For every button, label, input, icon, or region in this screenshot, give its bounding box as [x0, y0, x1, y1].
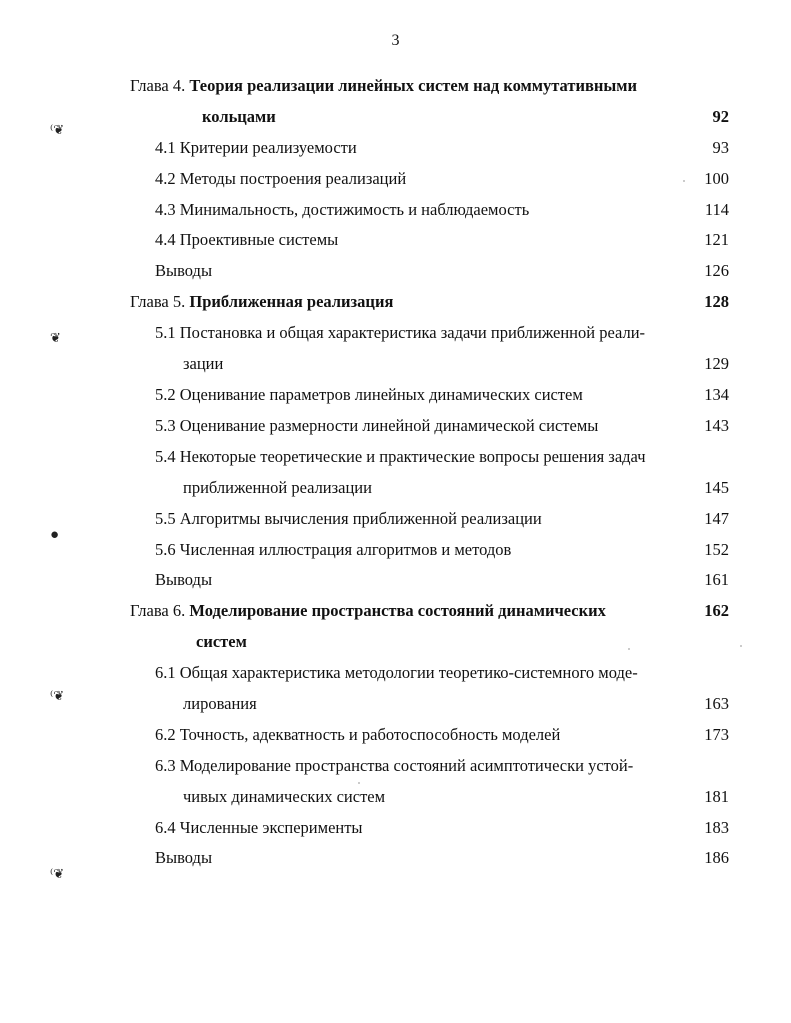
toc-chapter-5: [0, 290, 791, 314]
page-ref: 121: [704, 230, 729, 249]
toc-section-5-6: [0, 538, 791, 562]
binding-hole-mark: ⁽❦: [50, 866, 65, 881]
toc-section-6-1-cont: [0, 692, 791, 716]
toc-chapter-6: [0, 599, 791, 623]
section-title: 5.4 Некоторые теоретические и практические вопросы решения задач: [155, 447, 646, 466]
section-title: 6.1 Общая характеристика методологии теоретико-системного моде-: [155, 663, 638, 682]
toc-section-4-4: [0, 228, 791, 252]
section-title: 6.4 Численные эксперименты: [155, 818, 363, 837]
chapter-prefix: Глава 5.: [130, 292, 190, 311]
page-ref: 93: [712, 138, 729, 157]
toc-chapter-4-cont: [0, 105, 791, 129]
chapter-title: Моделирование пространства состояний динамических: [189, 601, 606, 620]
chapter-prefix: Глава 4.: [130, 76, 190, 95]
page-ref: 126: [704, 261, 729, 280]
section-title: 4.4 Проективные системы: [155, 230, 339, 249]
chapter-prefix: Глава 6.: [130, 601, 190, 620]
toc-section-5-1: [0, 321, 791, 345]
toc-section-4-2: [0, 167, 791, 191]
page-ref: 161: [704, 570, 729, 589]
section-title: Выводы: [155, 570, 213, 589]
page-ref: 162: [704, 601, 729, 620]
toc-section-6-2: [0, 723, 791, 747]
chapter-title-cont: систем: [196, 632, 247, 651]
page-ref: 129: [704, 354, 729, 373]
section-title: 5.5 Алгоритмы вычисления приближенной реализации: [155, 509, 542, 528]
section-title: 6.2 Точность, адекватность и работоспособность моделей: [155, 725, 561, 744]
toc-section-6-3-cont: [0, 785, 791, 809]
binding-hole-mark: ●: [50, 527, 60, 543]
section-title-cont: чивых динамических систем: [183, 787, 386, 806]
section-title: 5.6 Численная иллюстрация алгоритмов и методов: [155, 540, 512, 559]
toc-section-5-2: [0, 383, 791, 407]
toc-section-5-5: [0, 507, 791, 531]
toc-chapter-4: [0, 74, 791, 98]
section-title: 4.1 Критерии реализуемости: [155, 138, 357, 157]
scan-speck: [683, 180, 685, 182]
page-ref: 92: [712, 107, 729, 126]
page-ref: 181: [704, 787, 729, 806]
toc-section-5-3: [0, 414, 791, 438]
section-title-cont: приближенной реализации: [183, 478, 372, 497]
binding-hole-mark: ⁽❦: [50, 122, 65, 137]
chapter-title-cont: кольцами: [202, 107, 276, 126]
scan-speck: [358, 782, 360, 784]
section-title: 5.2 Оценивание параметров линейных динамических систем: [155, 385, 583, 404]
binding-hole-mark: ❦: [50, 330, 61, 345]
page-ref: 173: [704, 725, 729, 744]
page-ref: 114: [704, 200, 729, 219]
toc-chapter-4-conclusions: [0, 259, 791, 283]
binding-hole-mark: ⁽❦: [50, 688, 65, 703]
scan-speck: [740, 645, 742, 647]
scan-speck: [628, 648, 630, 650]
page-ref: 152: [704, 540, 729, 559]
page-ref: 100: [704, 169, 729, 188]
section-title: 5.3 Оценивание размерности линейной динамической системы: [155, 416, 599, 435]
toc-section-6-4: [0, 816, 791, 840]
section-title: 4.2 Методы построения реализаций: [155, 169, 407, 188]
page-ref: 145: [704, 478, 729, 497]
section-title: Выводы: [155, 848, 213, 867]
toc-chapter-6-conclusions: [0, 846, 791, 870]
page-number: 3: [391, 32, 400, 49]
page-ref: 147: [704, 509, 729, 528]
page-ref: 163: [704, 694, 729, 713]
section-title: Выводы: [155, 261, 213, 280]
toc-section-6-1: [0, 661, 791, 685]
page-ref: 183: [704, 818, 729, 837]
chapter-title: Теория реализации линейных систем над коммутативными: [189, 76, 638, 95]
toc-chapter-5-conclusions: [0, 568, 791, 592]
section-title-cont: лирования: [183, 694, 257, 713]
toc-chapter-6-cont: [0, 630, 791, 654]
section-title-cont: зации: [183, 354, 224, 373]
toc-section-4-1: [0, 136, 791, 160]
page-ref: 128: [704, 292, 729, 311]
toc-section-4-3: [0, 198, 791, 222]
toc-section-5-1-cont: [0, 352, 791, 376]
section-title: 5.1 Постановка и общая характеристика задачи приближенной реали-: [155, 323, 646, 342]
chapter-title: Приближенная реализация: [189, 292, 394, 311]
section-title: 6.3 Моделирование пространства состояний асимптотически устой-: [155, 756, 634, 775]
page-ref: 143: [704, 416, 729, 435]
page-ref: 134: [704, 385, 729, 404]
toc-section-6-3: [0, 754, 791, 778]
toc-section-5-4-cont: [0, 476, 791, 500]
toc-section-5-4: [0, 445, 791, 469]
section-title: 4.3 Минимальность, достижимость и наблюдаемость: [155, 200, 530, 219]
page-ref: 186: [704, 848, 729, 867]
